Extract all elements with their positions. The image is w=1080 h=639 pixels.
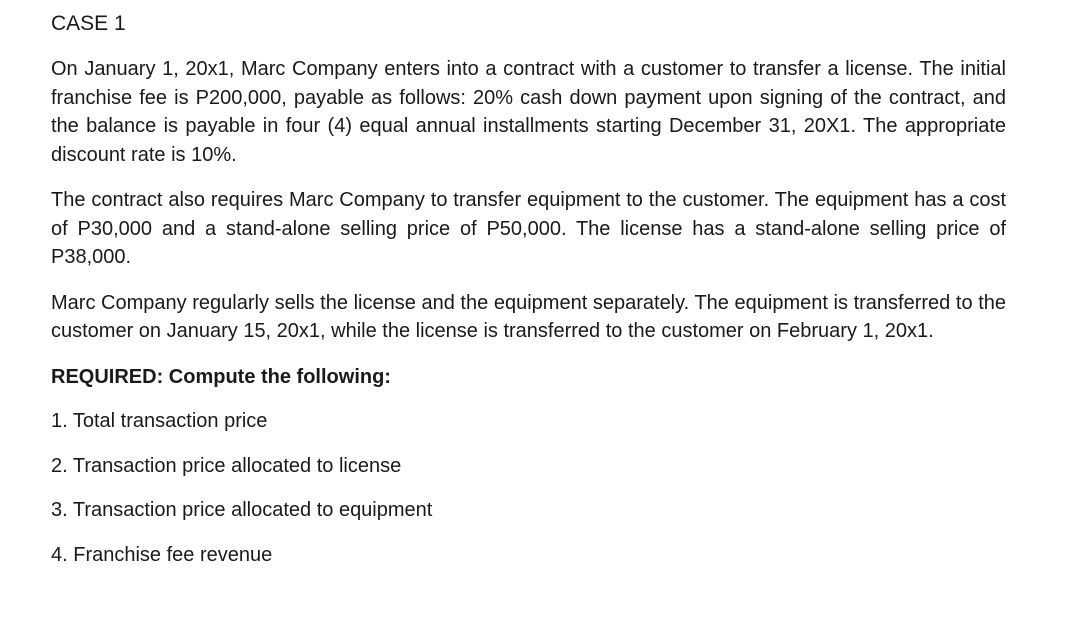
requirement-item: 2. Transaction price allocated to license xyxy=(51,454,402,477)
requirement-item: 3. Transaction price allocated to equipment xyxy=(51,499,433,521)
case-title: CASE 1 xyxy=(51,12,126,35)
case-document xyxy=(51,10,1006,585)
requirement-item: 4. Franchise fee revenue xyxy=(51,543,273,566)
requirements-list xyxy=(51,407,1006,569)
paragraph-transfer-dates: Marc Company regularly sells the license and the equipment separately. The equipment is transferred to the customer on January 15, 20x1, while the license is transferred to the customer on February 1, 20x1. xyxy=(51,291,1006,342)
paragraph-contract-terms: On January 1, 20x1, Marc Company enters into a contract with a customer to transfer a license. The initial franchise fee is P200,000, payable as follows: 20% cash down payment upon signing of the contract, and the balance is payable in four (4) equal annual installments starting December 31, 20X1. The appropriate discount rate is 10%. xyxy=(51,58,1006,166)
paragraph-equipment: The contract also requires Marc Company to transfer equipment to the customer. The equipment has a cost of P30,000 and a stand-alone selling price of P50,000. The license has a stand-alone selling price of P38,000. xyxy=(51,189,1006,268)
required-heading: REQUIRED: Compute the following: xyxy=(51,365,391,388)
requirement-item: 1. Total transaction price xyxy=(51,410,268,432)
